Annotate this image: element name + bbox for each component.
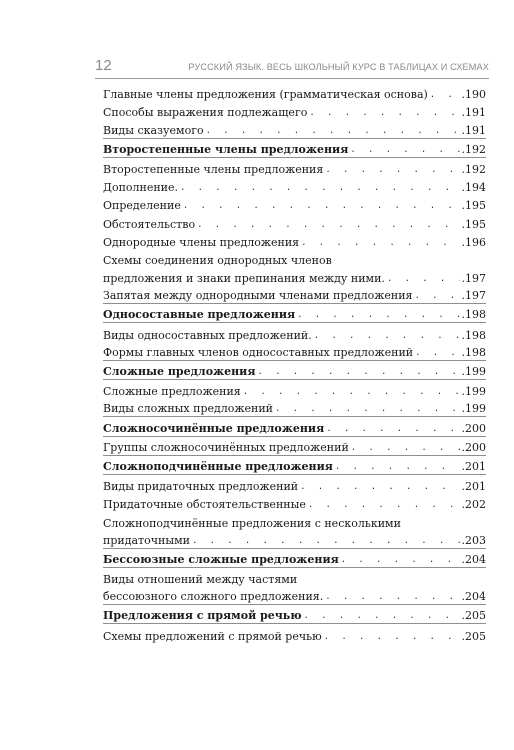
dot-leader bbox=[335, 460, 460, 474]
toc-entry-page: .205 bbox=[461, 609, 486, 623]
toc-entry bbox=[103, 213, 486, 231]
dot-leader bbox=[297, 308, 459, 322]
toc-entry-title: Бессоюзные сложные предложения bbox=[103, 552, 339, 566]
toc-entry-title: Сложноподчинённые предложения bbox=[103, 459, 333, 473]
dot-leader bbox=[243, 385, 460, 399]
toc-entry-title: Виды сказуемого bbox=[103, 123, 204, 137]
toc-entry bbox=[103, 120, 486, 138]
toc-entry-title: Второстепенные члены предложения bbox=[103, 142, 349, 156]
dot-leader bbox=[324, 630, 460, 644]
toc-entry-title: Запятая между однородными членами предложения bbox=[103, 289, 413, 303]
toc-entry bbox=[103, 268, 486, 286]
toc-entry-page: .191 bbox=[461, 123, 486, 137]
toc-entry-title: Придаточные обстоятельственные bbox=[103, 498, 306, 512]
toc-entry-page: .192 bbox=[461, 142, 486, 156]
page-number: 12 bbox=[95, 57, 112, 74]
dot-leader bbox=[341, 553, 460, 567]
toc-entry bbox=[103, 324, 486, 342]
toc-entry-title: Односоставные предложения bbox=[103, 308, 296, 322]
toc-section-heading bbox=[103, 418, 486, 436]
dot-leader bbox=[325, 163, 459, 177]
toc-entry bbox=[103, 625, 486, 643]
toc-entry-title: Способы выражения подлежащего bbox=[103, 106, 308, 120]
toc-entry bbox=[103, 343, 486, 361]
toc-entry-page: .196 bbox=[461, 235, 486, 249]
toc-entry bbox=[103, 399, 486, 417]
toc-entry-page: .197 bbox=[461, 272, 486, 286]
toc-entry-page: .192 bbox=[461, 162, 486, 176]
toc-entry bbox=[103, 195, 486, 213]
toc-entry-page: .199 bbox=[461, 365, 486, 378]
dot-leader bbox=[326, 422, 459, 436]
dot-leader bbox=[350, 143, 459, 157]
toc-entry-title: Дополнение. bbox=[103, 181, 179, 195]
toc-entry bbox=[103, 232, 486, 250]
toc-entry bbox=[103, 494, 486, 512]
toc-entry-page: .190 bbox=[461, 88, 486, 102]
dot-leader bbox=[309, 106, 459, 120]
toc-entry bbox=[103, 438, 486, 456]
dot-leader bbox=[197, 218, 459, 232]
dot-leader bbox=[301, 236, 459, 250]
toc-section-heading bbox=[103, 305, 486, 323]
header-rule bbox=[95, 78, 489, 79]
toc-section-heading bbox=[103, 550, 486, 568]
dot-leader bbox=[180, 181, 459, 195]
toc-entry bbox=[103, 476, 486, 494]
toc-entry-title: Обстоятельство bbox=[103, 217, 196, 231]
dot-leader bbox=[257, 365, 459, 379]
toc-entry-line: Виды отношений между частями bbox=[103, 573, 298, 587]
toc-entry-title: Предложения с прямой речью bbox=[103, 609, 302, 623]
toc-entry bbox=[103, 286, 486, 304]
toc-entry-title: Виды сложных предложений bbox=[103, 402, 274, 416]
toc-entry-title: Сложные предложения bbox=[103, 365, 256, 378]
dot-leader bbox=[206, 124, 460, 138]
toc-entry-title: Однородные члены предложения bbox=[103, 235, 300, 249]
toc-entry bbox=[103, 177, 486, 195]
toc-entry-title: Сложносочинённые предложения bbox=[103, 421, 325, 435]
toc-entry-page: .204 bbox=[461, 590, 486, 604]
toc-section-heading bbox=[103, 140, 486, 158]
toc-entry bbox=[103, 587, 486, 605]
dot-leader bbox=[275, 402, 459, 416]
toc-entry-page: .201 bbox=[461, 459, 486, 473]
toc-entry-page: .205 bbox=[461, 629, 486, 643]
toc-entry-page: .191 bbox=[461, 106, 486, 120]
toc-entry bbox=[103, 381, 486, 399]
toc-entry-page: .198 bbox=[461, 345, 486, 359]
toc-section-heading bbox=[103, 457, 486, 475]
dot-leader bbox=[314, 329, 460, 343]
toc-entry-page: .202 bbox=[461, 498, 486, 512]
toc-section-heading bbox=[103, 606, 486, 624]
table-of-contents bbox=[103, 84, 486, 644]
toc-entry-title: Сложные предложения bbox=[103, 385, 241, 399]
dot-leader bbox=[415, 346, 459, 360]
toc-entry-page: .203 bbox=[461, 533, 486, 547]
toc-entry-title: Схемы предложений с прямой речью bbox=[103, 629, 322, 643]
dot-leader bbox=[304, 609, 460, 623]
page-header bbox=[95, 57, 489, 77]
toc-entry-page: .199 bbox=[461, 385, 486, 399]
toc-entry-title: Второстепенные члены предложения bbox=[103, 162, 324, 176]
toc-entry-title: Главные члены предложения (грамматическая основа) bbox=[103, 88, 428, 102]
toc-entry-line: Схемы соединения однородных членов bbox=[103, 253, 332, 267]
toc-entry-title: Определение bbox=[103, 199, 181, 213]
toc-entry-page: .195 bbox=[461, 199, 486, 213]
toc-entry-page: .204 bbox=[461, 552, 486, 566]
toc-entry bbox=[103, 84, 486, 102]
toc-entry bbox=[103, 531, 486, 549]
dot-leader bbox=[300, 480, 459, 494]
toc-entry-title: Виды односоставных предложений. bbox=[103, 328, 312, 342]
dot-leader bbox=[183, 199, 460, 213]
toc-entry-title: придаточными bbox=[103, 533, 190, 547]
toc-entry-page: .197 bbox=[461, 289, 486, 303]
toc-entry-page: .199 bbox=[461, 402, 486, 416]
toc-entry-title: предложения и знаки препинания между ними. bbox=[103, 272, 385, 286]
toc-entry-page: .200 bbox=[461, 440, 486, 454]
toc-entry-title: Виды придаточных предложений bbox=[103, 480, 299, 494]
toc-entry-page: .200 bbox=[461, 421, 486, 435]
toc-entry-title: Формы главных членов односоставных предложений bbox=[103, 345, 414, 359]
dot-leader bbox=[325, 590, 459, 604]
running-title: РУССКИЙ ЯЗЫК. ВЕСЬ ШКОЛЬНЫЙ КУРС В ТАБЛИЦАХ И СХЕМАХ bbox=[188, 62, 489, 72]
toc-entry-line: Сложноподчинённые предложения с несколькими bbox=[103, 516, 401, 530]
toc-entry-page: .198 bbox=[461, 308, 486, 322]
toc-section-heading bbox=[103, 362, 486, 380]
dot-leader bbox=[415, 289, 460, 303]
dot-leader bbox=[351, 441, 460, 455]
toc-entry-page: .198 bbox=[461, 328, 486, 342]
toc-entry-title: Группы сложносочинённых предложений bbox=[103, 440, 349, 454]
dot-leader bbox=[430, 88, 460, 102]
toc-entry-title: бессоюзного сложного предложения. bbox=[103, 590, 324, 604]
dot-leader bbox=[192, 534, 460, 548]
dot-leader bbox=[387, 272, 460, 286]
toc-entry bbox=[103, 159, 486, 177]
toc-entry-page: .195 bbox=[461, 217, 486, 231]
toc-entry-page: .194 bbox=[461, 181, 486, 195]
toc-entry-page: .201 bbox=[461, 480, 486, 494]
dot-leader bbox=[308, 498, 460, 512]
toc-entry bbox=[103, 102, 486, 120]
